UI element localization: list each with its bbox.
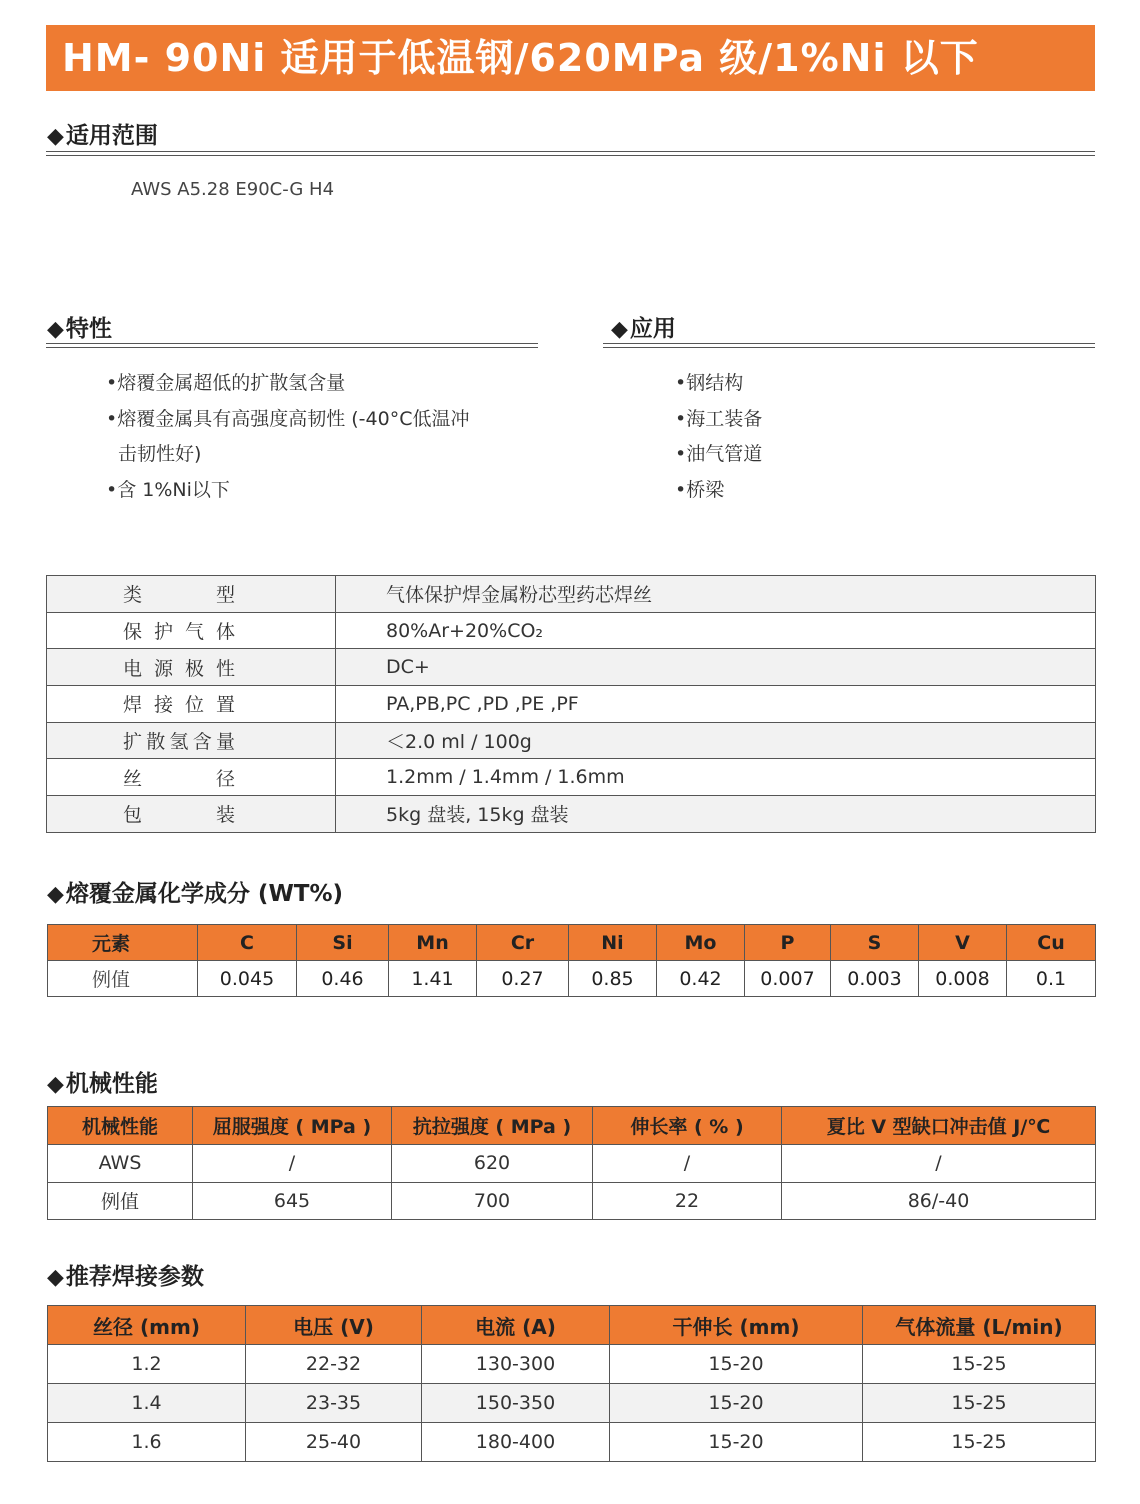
table-cell: /: [193, 1145, 392, 1183]
applications-divider: [603, 343, 1095, 348]
spec-label: 电源极性: [123, 657, 235, 680]
table-cell: /: [593, 1145, 782, 1183]
diamond-icon: ◆: [47, 1265, 64, 1290]
table-row: [47, 649, 1096, 686]
spec-label: 类型: [123, 584, 235, 607]
table-cell: 15-20: [610, 1423, 863, 1462]
table-cell: 1.41: [389, 961, 477, 997]
table-cell: 22-32: [246, 1345, 422, 1384]
page-title: HM- 90Ni 适用于低温钢/620MPa 级/1%Ni 以下: [46, 25, 1095, 91]
diamond-icon: ◆: [47, 1072, 64, 1097]
table-cell: AWS: [48, 1145, 193, 1183]
table-row: [48, 1145, 1096, 1183]
spec-value: 5kg 盘装, 15kg 盘装: [336, 796, 1096, 833]
table-row: [47, 759, 1096, 796]
chemistry-heading: ◆熔覆金属化学成分 (WT%): [47, 881, 344, 907]
spec-value: 气体保护焊金属粉芯型药芯焊丝: [336, 576, 1096, 613]
table-cell: 0.045: [198, 961, 297, 997]
chemistry-table: [47, 924, 1096, 997]
table-row: [48, 961, 1096, 997]
table-header-row: [48, 1306, 1096, 1345]
column-header: 屈服强度 ( MPa ): [193, 1107, 392, 1145]
spec-value: 80%Ar+20%CO₂: [336, 612, 1096, 649]
spec-label: 保护气体: [123, 621, 235, 644]
table-cell: /: [782, 1145, 1096, 1183]
diamond-icon: ◆: [47, 124, 64, 149]
applications-list: [675, 366, 762, 508]
column-header: C: [198, 925, 297, 961]
column-header: S: [831, 925, 919, 961]
table-cell: 23-35: [246, 1384, 422, 1423]
table-cell: 22: [593, 1182, 782, 1220]
table-header-row: [48, 925, 1096, 961]
table-cell: 86/-40: [782, 1182, 1096, 1220]
table-cell: 0.008: [919, 961, 1007, 997]
column-header: 伸长率 ( % ): [593, 1107, 782, 1145]
scope-standard: AWS A5.28 E90C-G H4: [131, 179, 335, 200]
column-header: 气体流量 (L/min): [863, 1306, 1096, 1345]
table-cell: 0.46: [297, 961, 389, 997]
table-cell: 180-400: [422, 1423, 610, 1462]
welding-table: [47, 1305, 1096, 1462]
table-cell: 0.1: [1007, 961, 1096, 997]
list-item: •熔覆金属具有高强度高韧性 (-40°C低温冲: [106, 407, 470, 430]
mechanical-table: [47, 1106, 1096, 1220]
table-row: [48, 1423, 1096, 1462]
mechanical-heading: ◆机械性能: [47, 1071, 158, 1097]
column-header: 电压 (V): [246, 1306, 422, 1345]
spec-value: DC+: [336, 649, 1096, 686]
table-row: [47, 576, 1096, 613]
list-item: 击韧性好): [118, 443, 202, 465]
column-header: 电流 (A): [422, 1306, 610, 1345]
table-cell: 例值: [48, 1182, 193, 1220]
column-header: V: [919, 925, 1007, 961]
column-header: Mn: [389, 925, 477, 961]
table-cell: 0.27: [477, 961, 569, 997]
applications-heading: ◆应用: [611, 316, 676, 342]
table-row: [47, 612, 1096, 649]
table-cell: 1.6: [48, 1423, 246, 1462]
table-cell: 15-25: [863, 1345, 1096, 1384]
diamond-icon: ◆: [611, 317, 628, 342]
spec-label: 焊接位置: [123, 694, 235, 717]
table-cell: 0.003: [831, 961, 919, 997]
table-row: [47, 722, 1096, 759]
column-header: 抗拉强度 ( MPa ): [392, 1107, 593, 1145]
table-cell: 例值: [48, 961, 198, 997]
list-item: •钢结构: [675, 372, 744, 394]
table-cell: 0.42: [657, 961, 745, 997]
table-cell: 15-25: [863, 1423, 1096, 1462]
welding-heading: ◆推荐焊接参数: [47, 1264, 204, 1290]
spec-value: ＜2.0 ml / 100g: [336, 722, 1096, 759]
column-header: Ni: [569, 925, 657, 961]
spec-label: 扩散氢含量: [123, 731, 235, 754]
spec-value: PA,PB,PC ,PD ,PE ,PF: [336, 686, 1096, 723]
table-cell: 0.85: [569, 961, 657, 997]
list-item: •桥梁: [675, 478, 725, 501]
table-cell: 15-20: [610, 1345, 863, 1384]
spec-value: 1.2mm / 1.4mm / 1.6mm: [336, 759, 1096, 796]
table-cell: 25-40: [246, 1423, 422, 1462]
diamond-icon: ◆: [47, 882, 64, 907]
table-cell: 620: [392, 1145, 593, 1183]
list-item: •油气管道: [675, 443, 763, 465]
table-cell: 15-25: [863, 1384, 1096, 1423]
spec-label: 丝径: [123, 767, 235, 790]
column-header: 干伸长 (mm): [610, 1306, 863, 1345]
features-heading: ◆特性: [47, 316, 112, 342]
features-divider: [46, 343, 538, 348]
table-cell: 130-300: [422, 1345, 610, 1384]
table-cell: 15-20: [610, 1384, 863, 1423]
table-row: [48, 1345, 1096, 1384]
table-cell: 1.4: [48, 1384, 246, 1423]
column-header: 丝径 (mm): [48, 1306, 246, 1345]
column-header: Si: [297, 925, 389, 961]
column-header: 元素: [48, 925, 198, 961]
column-header: Cr: [477, 925, 569, 961]
features-list: [106, 366, 469, 508]
table-row: [48, 1182, 1096, 1220]
table-row: [47, 796, 1096, 833]
column-header: 夏比 V 型缺口冲击值 J/℃: [782, 1107, 1096, 1145]
list-item: •含 1%Ni以下: [106, 478, 230, 501]
spec-table: [46, 575, 1096, 833]
spec-label: 包装: [123, 804, 235, 827]
table-header-row: [48, 1107, 1096, 1145]
scope-heading: ◆适用范围: [47, 123, 158, 149]
table-row: [47, 686, 1096, 723]
list-item: •海工装备: [675, 407, 763, 430]
column-header: Cu: [1007, 925, 1096, 961]
column-header: 机械性能: [48, 1107, 193, 1145]
table-cell: 700: [392, 1182, 593, 1220]
column-header: Mo: [657, 925, 745, 961]
diamond-icon: ◆: [47, 317, 64, 342]
scope-divider: [46, 151, 1095, 156]
list-item: •熔覆金属超低的扩散氢含量: [106, 372, 346, 394]
table-row: [48, 1384, 1096, 1423]
table-cell: 150-350: [422, 1384, 610, 1423]
table-cell: 645: [193, 1182, 392, 1220]
column-header: P: [745, 925, 831, 961]
table-cell: 1.2: [48, 1345, 246, 1384]
table-cell: 0.007: [745, 961, 831, 997]
